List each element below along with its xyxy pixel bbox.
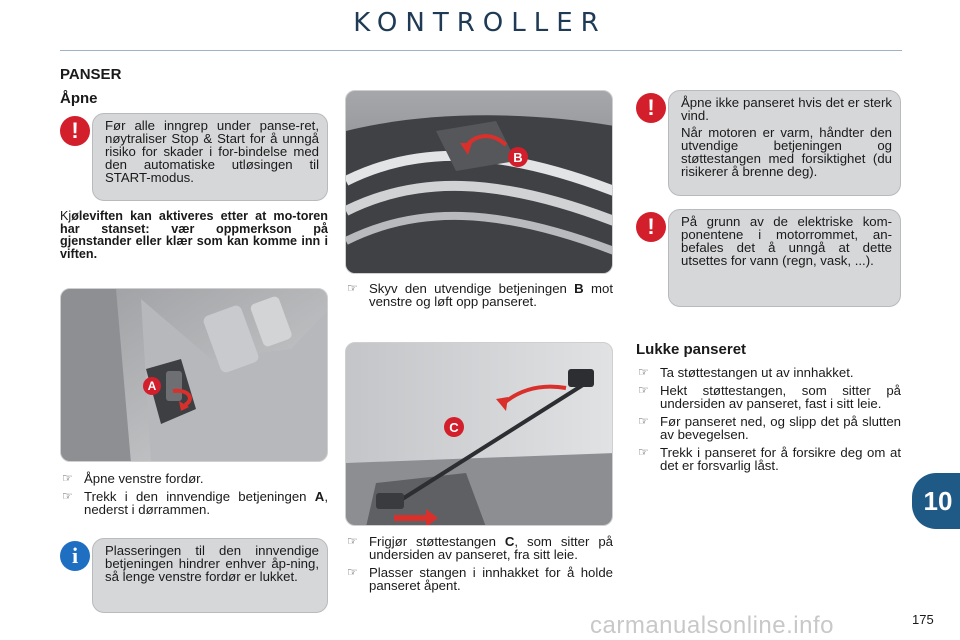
steps-open-left bbox=[60, 472, 328, 521]
warning-box-water bbox=[668, 209, 901, 307]
bullet-icon: ☞ bbox=[62, 471, 73, 485]
photo-support-rod bbox=[345, 342, 613, 526]
step-text: Frigjør støttestangen bbox=[369, 534, 505, 549]
list-item bbox=[636, 384, 901, 410]
steps-open-rod bbox=[345, 535, 613, 597]
label-b-badge: B bbox=[508, 147, 528, 167]
step-text: Før panseret ned, og slipp det på slutten av bevegelsen. bbox=[660, 414, 901, 442]
bullet-icon: ☞ bbox=[638, 383, 649, 397]
bullet-icon: ☞ bbox=[638, 365, 649, 379]
bullet-icon: ☞ bbox=[347, 281, 358, 295]
page-title: KONTROLLER bbox=[353, 8, 607, 38]
warning-icon: ! bbox=[636, 212, 666, 242]
step-text: Åpne venstre fordør. bbox=[84, 471, 204, 486]
open-subtitle: Åpne bbox=[60, 90, 98, 107]
list-item bbox=[636, 446, 901, 472]
warning-icon: ! bbox=[636, 93, 666, 123]
close-subtitle: Lukke panseret bbox=[636, 341, 747, 358]
steps-open-middle bbox=[345, 282, 613, 313]
bullet-icon: ☞ bbox=[347, 534, 358, 548]
step-label-a: A bbox=[314, 489, 325, 504]
photo-door-release bbox=[60, 288, 328, 462]
fan-warning bbox=[60, 210, 328, 260]
info-box-door bbox=[92, 538, 328, 613]
photo-grille-release bbox=[345, 90, 613, 274]
page-number: 175 bbox=[912, 612, 934, 627]
step-text-suffix: , som sitter på undersiden av panseret, fra sitt leie. bbox=[369, 534, 613, 562]
warning-text: Før alle inngrep under panse-ret, nøytraliser Stop & Start for å unngå risiko for skader i for-bindelse med den automatiske utløsingen til START-modus. bbox=[105, 118, 319, 185]
fan-warning-prefix: Kj bbox=[60, 209, 72, 223]
warning-icon: ! bbox=[60, 116, 90, 146]
step-text: Trekk i den innvendige betjeningen bbox=[84, 489, 315, 504]
section-title: PANSER bbox=[60, 66, 122, 83]
warning-box-wind-heat bbox=[668, 90, 901, 196]
label-a-badge: A bbox=[143, 377, 161, 395]
header-divider bbox=[60, 50, 902, 51]
fan-warning-bold: øleviften kan aktiveres etter at mo-toren har stanset: vær oppmerkson på gjenstander eller klær som kan komme inn i viften. bbox=[60, 209, 328, 261]
list-item bbox=[345, 282, 613, 308]
step-text: Hekt støttestangen, som sitter på undersiden av panseret, fast i sitt leie. bbox=[660, 383, 901, 411]
warning-box-stop-start bbox=[92, 113, 328, 201]
step-label-b: B bbox=[574, 281, 584, 296]
warning-text-heat: Når motoren er varm, håndter den utvendige betjeningen og støttestangen med forsiktighet (du risikerer å brenne deg). bbox=[681, 125, 892, 179]
chapter-tab: 10 bbox=[912, 473, 960, 529]
step-text-suffix: , nederst i dørrammen. bbox=[84, 489, 328, 517]
watermark: carmanualsonline.info bbox=[590, 612, 834, 639]
step-text: Ta støttestangen ut av innhakket. bbox=[660, 365, 854, 380]
steps-close bbox=[636, 366, 901, 477]
bullet-icon: ☞ bbox=[638, 445, 649, 459]
step-label-c: C bbox=[504, 534, 515, 549]
step-text: Plasser stangen i innhakket for å holde panseret åpent. bbox=[369, 565, 613, 593]
step-text-suffix: mot venstre og løft opp panseret. bbox=[369, 281, 613, 309]
bullet-icon: ☞ bbox=[638, 414, 649, 428]
list-item bbox=[60, 472, 328, 485]
list-item bbox=[345, 566, 613, 592]
warning-text-water: På grunn av de elektriske kom-ponentene i motorrommet, an-befales det å unngå at dette utsettes for vann (regn, vask, ...). bbox=[681, 214, 892, 268]
bullet-icon: ☞ bbox=[62, 489, 73, 503]
list-item bbox=[60, 490, 328, 516]
warning-text-wind: Åpne ikke panseret hvis det er sterk vind. bbox=[681, 95, 892, 123]
step-text: Trekk i panseret for å forsikre deg om at det er forsvarlig låst. bbox=[660, 445, 901, 473]
info-icon: i bbox=[60, 541, 90, 571]
step-text: Skyv den utvendige betjeningen bbox=[369, 281, 575, 296]
list-item bbox=[345, 535, 613, 561]
list-item bbox=[636, 415, 901, 441]
info-text: Plasseringen til den innvendige betjeningen hindrer enhver åp-ning, så lenge venstre fordør er lukket. bbox=[105, 543, 319, 584]
bullet-icon: ☞ bbox=[347, 565, 358, 579]
list-item bbox=[636, 366, 901, 379]
label-c-badge: C bbox=[444, 417, 464, 437]
